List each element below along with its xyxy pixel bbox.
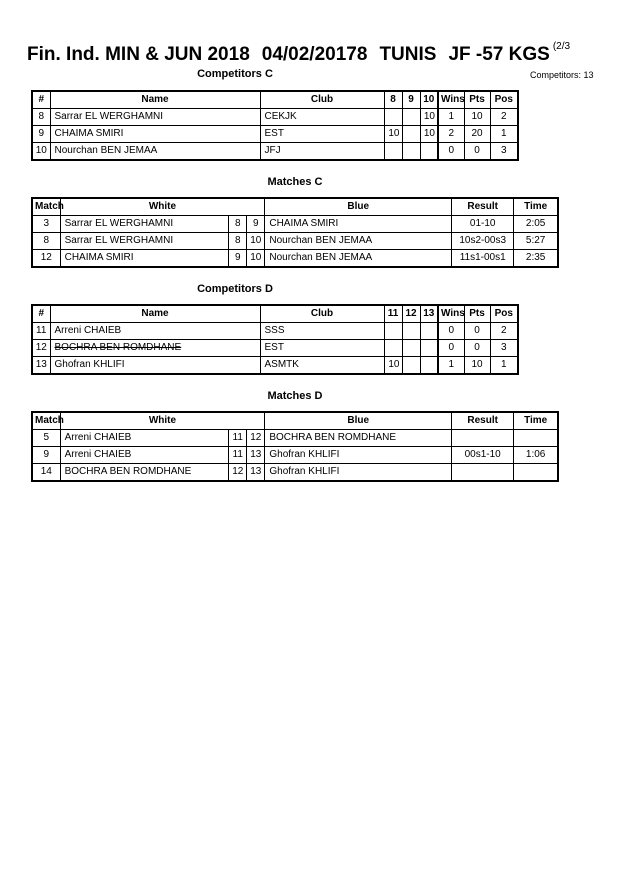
white-competitor: Sarrar EL WERGHAMNI — [60, 233, 229, 250]
score-vs-12 — [402, 340, 420, 357]
blue-number: 12 — [247, 430, 265, 447]
white-competitor: Arreni CHAIEB — [60, 447, 229, 464]
position: 2 — [490, 109, 518, 126]
competitors-d-heading: Competitors D — [197, 283, 273, 295]
match-number: 3 — [32, 216, 60, 233]
score-vs-12 — [402, 323, 420, 340]
competitors-c-heading: Competitors C — [197, 68, 273, 80]
competitor-name: BOCHRA BEN ROMDHANE — [50, 340, 260, 357]
competitor-club: ASMTK — [260, 357, 384, 375]
match-result — [452, 464, 514, 482]
white-competitor: BOCHRA BEN ROMDHANE — [60, 464, 229, 482]
competitor-number: 9 — [32, 126, 50, 143]
blue-competitor: BOCHRA BEN ROMDHANE — [265, 430, 452, 447]
col-header-pts: Pts — [464, 91, 490, 109]
match-number: 8 — [32, 233, 60, 250]
white-number: 12 — [229, 464, 247, 482]
col-header-club: Club — [260, 91, 384, 109]
position: 1 — [490, 357, 518, 375]
col-header-result: Result — [452, 198, 514, 216]
table-row — [32, 216, 558, 233]
blue-competitor: Ghofran KHLIFI — [265, 447, 452, 464]
blue-number: 10 — [247, 250, 265, 268]
competitor-number: 13 — [32, 357, 50, 375]
table-row — [32, 464, 558, 482]
wins: 2 — [438, 126, 464, 143]
match-time: 1:06 — [514, 447, 558, 464]
position: 1 — [490, 126, 518, 143]
matches-d-table — [31, 411, 559, 482]
position: 2 — [490, 323, 518, 340]
table-row — [32, 447, 558, 464]
white-competitor: Sarrar EL WERGHAMNI — [60, 216, 229, 233]
table-row — [32, 340, 518, 357]
position: 3 — [490, 143, 518, 161]
wins: 1 — [438, 109, 464, 126]
col-header-pos: Pos — [490, 91, 518, 109]
competitors-d-table — [31, 304, 519, 375]
score-vs-9 — [402, 143, 420, 161]
col-header-opponent-10: 10 — [420, 91, 438, 109]
score-vs-12 — [402, 357, 420, 375]
match-time — [514, 464, 558, 482]
weight-category: JF -57 KGS — [448, 44, 550, 65]
page-title — [27, 41, 571, 66]
wins: 0 — [438, 143, 464, 161]
score-vs-13 — [420, 357, 438, 375]
white-number: 9 — [229, 250, 247, 268]
matches-c-table — [31, 197, 559, 268]
competitor-name: Nourchan BEN JEMAA — [50, 143, 260, 161]
match-result: 00s1-10 — [452, 447, 514, 464]
table-row — [32, 109, 518, 126]
table-header-row — [32, 412, 558, 430]
col-header-white: White — [60, 198, 265, 216]
table-header-row — [32, 198, 558, 216]
points: 0 — [464, 340, 490, 357]
blue-competitor: CHAIMA SMIRI — [265, 216, 452, 233]
blue-competitor: Nourchan BEN JEMAA — [265, 250, 452, 268]
table-row — [32, 357, 518, 375]
match-number: 9 — [32, 447, 60, 464]
col-header-pts: Pts — [464, 305, 490, 323]
competitor-club: SSS — [260, 323, 384, 340]
match-time — [514, 430, 558, 447]
score-vs-10: 10 — [420, 109, 438, 126]
match-number: 5 — [32, 430, 60, 447]
match-number: 12 — [32, 250, 60, 268]
table-header-row — [32, 91, 518, 109]
points: 20 — [464, 126, 490, 143]
col-header-match: Match — [32, 412, 60, 430]
score-vs-13 — [420, 323, 438, 340]
score-vs-9 — [402, 126, 420, 143]
col-header-wins: Wins — [438, 305, 464, 323]
col-header-time: Time — [514, 198, 558, 216]
score-vs-10 — [420, 143, 438, 161]
col-header-opponent-12: 12 — [402, 305, 420, 323]
wins: 0 — [438, 340, 464, 357]
col-header-opponent-9: 9 — [402, 91, 420, 109]
event-name: Fin. Ind. MIN & JUN 2018 — [27, 44, 250, 65]
score-vs-9 — [402, 109, 420, 126]
match-result: 10s2-00s3 — [452, 233, 514, 250]
match-result: 11s1-00s1 — [452, 250, 514, 268]
position: 3 — [490, 340, 518, 357]
col-header-opponent-8: 8 — [384, 91, 402, 109]
competitors-c-table — [31, 90, 519, 161]
score-vs-8: 10 — [384, 126, 402, 143]
points: 10 — [464, 357, 490, 375]
blue-number: 13 — [247, 464, 265, 482]
white-number: 8 — [229, 216, 247, 233]
col-header-result: Result — [452, 412, 514, 430]
competitor-name: Ghofran KHLIFI — [50, 357, 260, 375]
points: 0 — [464, 323, 490, 340]
table-row — [32, 233, 558, 250]
event-date: 04/02/20178 — [261, 44, 368, 65]
col-header-blue: Blue — [265, 412, 452, 430]
score-vs-10: 10 — [420, 126, 438, 143]
wins: 1 — [438, 357, 464, 375]
col-header-match: Match — [32, 198, 60, 216]
competitor-name: Arreni CHAIEB — [50, 323, 260, 340]
col-header-opponent-11: 11 — [384, 305, 402, 323]
table-row — [32, 250, 558, 268]
score-vs-13 — [420, 340, 438, 357]
event-city: TUNIS — [379, 44, 437, 65]
points: 10 — [464, 109, 490, 126]
page-number: (2/3 — [552, 41, 571, 52]
table-header-row — [32, 305, 518, 323]
score-vs-11 — [384, 323, 402, 340]
col-header-pos: Pos — [490, 305, 518, 323]
competitor-number: 10 — [32, 143, 50, 161]
blue-competitor: Ghofran KHLIFI — [265, 464, 452, 482]
matches-d-heading: Matches D — [267, 390, 323, 402]
col-header-club: Club — [260, 305, 384, 323]
white-number: 11 — [229, 447, 247, 464]
col-header-number: # — [32, 305, 50, 323]
table-row — [32, 143, 518, 161]
score-vs-11 — [384, 340, 402, 357]
table-row — [32, 430, 558, 447]
match-result: 01-10 — [452, 216, 514, 233]
col-header-wins: Wins — [438, 91, 464, 109]
competitor-number: 11 — [32, 323, 50, 340]
match-result — [452, 430, 514, 447]
blue-number: 10 — [247, 233, 265, 250]
col-header-blue: Blue — [265, 198, 452, 216]
points: 0 — [464, 143, 490, 161]
matches-c-heading: Matches C — [267, 176, 323, 188]
wins: 0 — [438, 323, 464, 340]
score-vs-11: 10 — [384, 357, 402, 375]
col-header-white: White — [60, 412, 265, 430]
competitor-number: 8 — [32, 109, 50, 126]
match-time: 2:05 — [514, 216, 558, 233]
table-row — [32, 323, 518, 340]
score-vs-8 — [384, 143, 402, 161]
competitors-count: Competitors: 13 — [530, 70, 594, 80]
table-row — [32, 126, 518, 143]
blue-competitor: Nourchan BEN JEMAA — [265, 233, 452, 250]
col-header-number: # — [32, 91, 50, 109]
white-competitor: Arreni CHAIEB — [60, 430, 229, 447]
match-time: 2:35 — [514, 250, 558, 268]
match-time: 5:27 — [514, 233, 558, 250]
col-header-name: Name — [50, 91, 260, 109]
white-competitor: CHAIMA SMIRI — [60, 250, 229, 268]
blue-number: 13 — [247, 447, 265, 464]
score-vs-8 — [384, 109, 402, 126]
white-number: 8 — [229, 233, 247, 250]
competitor-name: Sarrar EL WERGHAMNI — [50, 109, 260, 126]
col-header-time: Time — [514, 412, 558, 430]
competitor-club: EST — [260, 126, 384, 143]
competitor-club: JFJ — [260, 143, 384, 161]
competitor-club: EST — [260, 340, 384, 357]
col-header-name: Name — [50, 305, 260, 323]
competitor-club: CEKJK — [260, 109, 384, 126]
match-number: 14 — [32, 464, 60, 482]
col-header-opponent-13: 13 — [420, 305, 438, 323]
competitor-name: CHAIMA SMIRI — [50, 126, 260, 143]
competitor-number: 12 — [32, 340, 50, 357]
white-number: 11 — [229, 430, 247, 447]
blue-number: 9 — [247, 216, 265, 233]
